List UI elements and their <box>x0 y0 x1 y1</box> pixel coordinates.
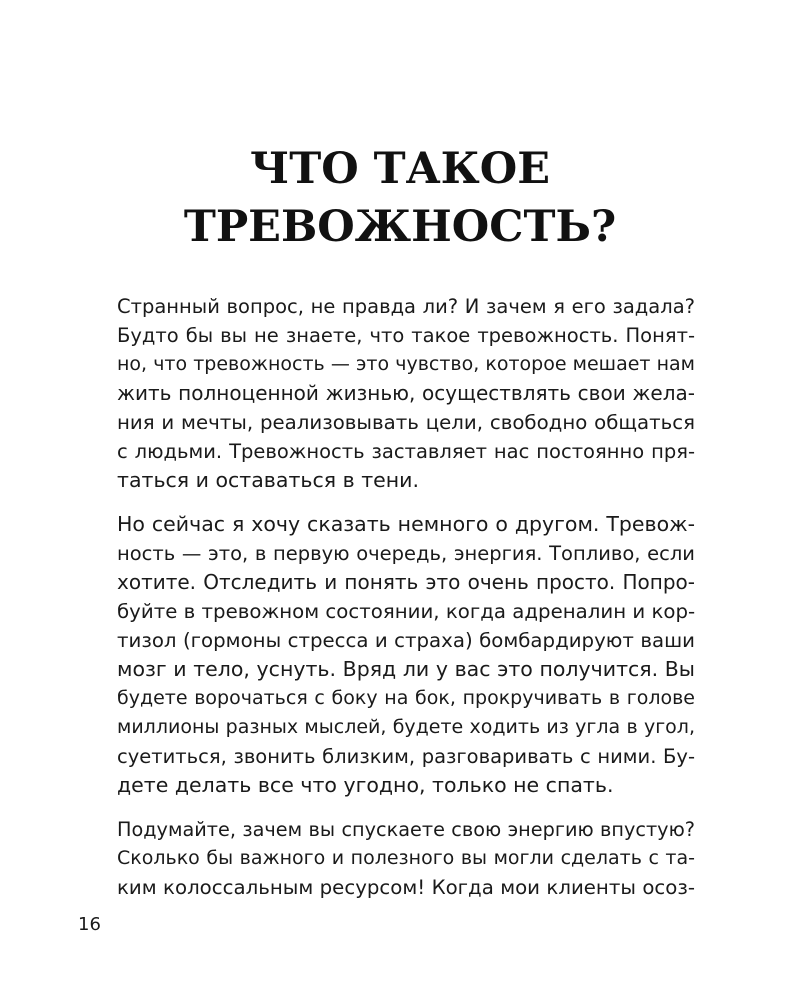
chapter-title-line-2: ТРЕВОЖНОСТЬ? <box>183 202 617 252</box>
text-line: буйте в тревожном состоянии, когда адреналин и кор- <box>117 600 696 623</box>
text-line: суетиться, звонить близким, разговаривать с ними. Бу- <box>117 745 695 768</box>
text-line: тизол (гормоны стресса и страха) бомбардируют ваши <box>117 629 695 652</box>
text-line: Странный вопрос, не правда ли? И зачем я его задала? <box>117 295 695 318</box>
text-line: ность — это, в первую очередь, энергия. Топливо, если <box>117 542 695 565</box>
page-number: 16 <box>78 914 101 935</box>
text-line: будете ворочаться с боку на бок, прокручивать в голове <box>117 687 695 709</box>
body-text <box>117 292 695 917</box>
paragraph-3 <box>117 815 695 902</box>
text-line: Подумайте, зачем вы спускаете свою энергию впустую? <box>117 818 695 841</box>
chapter-title-line-1: ЧТО ТАКОЕ <box>249 144 551 194</box>
text-line: Но сейчас я хочу сказать немного о другом. Тревож- <box>117 512 695 536</box>
text-line: Сколько бы важного и полезного вы могли сделать с та- <box>117 847 695 869</box>
text-line: ния и мечты, реализовывать цели, свободно общаться <box>117 411 695 434</box>
text-line: Будто бы вы не знаете, что такое тревожность. Понят- <box>117 324 695 347</box>
text-line: с людьми. Тревожность заставляет нас постоянно пря- <box>117 440 695 463</box>
text-line: ким колоссальным ресурсом! Когда мои клиенты осоз- <box>117 876 695 899</box>
text-line: но, что тревожность — это чувство, которое мешает нам <box>117 353 695 375</box>
text-line: жить полноценной жизнью, осуществлять свои жела- <box>117 381 695 405</box>
text-line: мозг и тело, уснуть. Вряд ли у вас это получится. Вы <box>117 657 695 681</box>
paragraph-1 <box>117 292 695 495</box>
paragraph-2 <box>117 510 695 800</box>
chapter-title <box>100 140 700 256</box>
text-line: таться и оставаться в тени. <box>117 468 419 492</box>
text-line: хотите. Отследить и понять это очень просто. Попро- <box>117 570 695 594</box>
text-line: миллионы разных мыслей, будете ходить из угла в угол, <box>117 716 695 738</box>
text-line: дете делать все что угодно, только не спать. <box>117 773 614 797</box>
